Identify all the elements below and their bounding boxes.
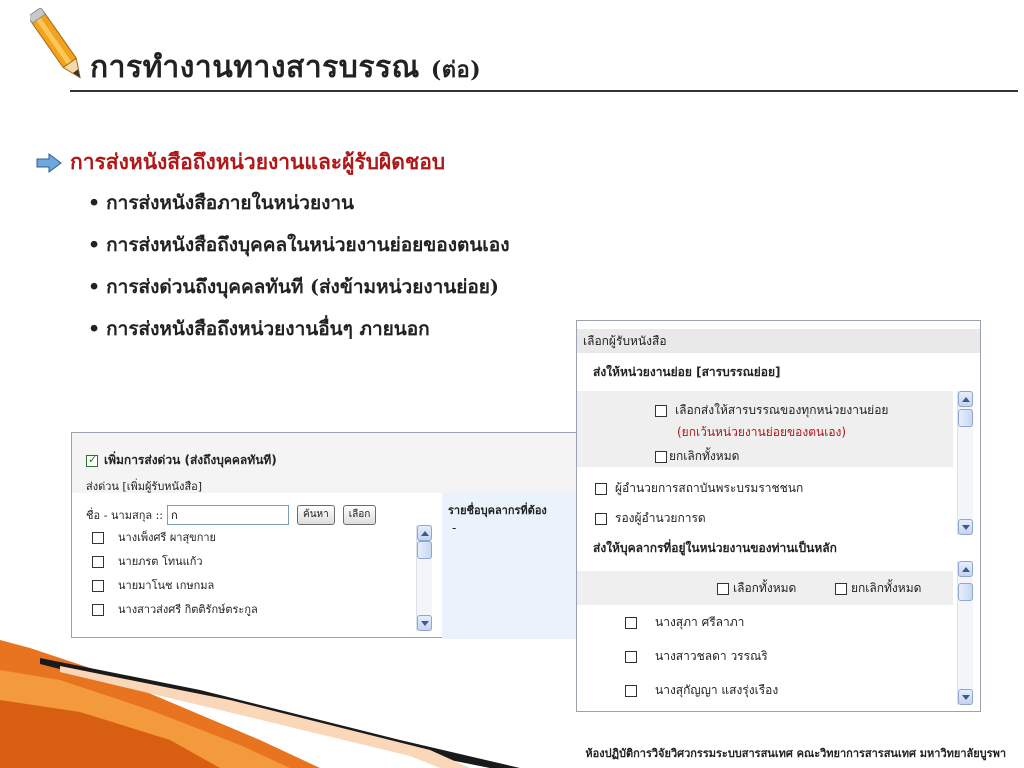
checkbox[interactable] bbox=[655, 405, 667, 417]
checkbox[interactable] bbox=[595, 513, 607, 525]
unit-item[interactable]: ผู้อำนวยการสถาบันพระบรมราชชนก bbox=[595, 479, 803, 498]
checkbox[interactable] bbox=[835, 583, 847, 595]
search-button[interactable]: ค้นหา bbox=[297, 505, 335, 525]
scroll-up-icon[interactable] bbox=[958, 561, 973, 577]
slide-title-sub: (ต่อ) bbox=[430, 57, 482, 83]
bullet-item: • การส่งด่วนถึงบุคคลทันที (ส่งข้ามหน่วยงานย่อย) bbox=[88, 276, 499, 298]
list-item[interactable]: นางสาวส่งศรี กิตติรักษ์ตระกูล bbox=[92, 601, 258, 625]
slide-footer: ห้องปฏิบัติการวิจัยวิศวกรรมระบบสารสนเทศ คณะวิทยาการสารสนเทศ มหาวิทยาลัยบูรพา bbox=[585, 747, 1006, 760]
checkbox[interactable] bbox=[92, 580, 104, 592]
scroll-up-icon[interactable] bbox=[417, 525, 432, 541]
checkbox[interactable] bbox=[595, 483, 607, 495]
list-item[interactable]: นายภรต โทนแก้ว bbox=[92, 553, 258, 577]
cancel-all-units-option[interactable]: ยกเลิกทั้งหมด bbox=[655, 447, 739, 466]
scroll-down-icon[interactable] bbox=[958, 519, 973, 535]
unit-item[interactable]: รองผู้อำนวยการด bbox=[595, 509, 706, 528]
staff-item[interactable]: นางสาวชลดา วรรณริ bbox=[625, 647, 768, 666]
staff-scrollbar[interactable] bbox=[957, 561, 973, 705]
arrow-right-icon bbox=[36, 153, 62, 173]
scroll-down-icon[interactable] bbox=[958, 689, 973, 705]
staff-item[interactable]: นางสุภา ศรีลาภา bbox=[625, 613, 744, 632]
name-search-label: ชื่อ - นามสกุล :: bbox=[86, 509, 164, 522]
name-search bbox=[86, 505, 376, 525]
checkbox[interactable] bbox=[625, 617, 637, 629]
heading-bullet bbox=[36, 146, 445, 179]
urgent-send-panel bbox=[71, 432, 591, 638]
recipient-panel bbox=[576, 320, 981, 712]
checkbox[interactable] bbox=[625, 685, 637, 697]
checkbox[interactable] bbox=[92, 556, 104, 568]
people-list bbox=[92, 529, 258, 625]
bullet-item: • การส่งหนังสือภายในหน่วยงาน bbox=[88, 192, 355, 214]
checkbox[interactable] bbox=[92, 604, 104, 616]
title-divider bbox=[70, 90, 1018, 92]
bullet-list bbox=[88, 186, 510, 354]
checkbox[interactable] bbox=[655, 451, 667, 463]
selected-people-value: - bbox=[452, 521, 457, 535]
select-all-units-note: (ยกเว้นหน่วยงานย่อยของตนเอง) bbox=[677, 425, 847, 439]
bullet-item: • การส่งหนังสือถึงหน่วยงานอื่นๆ ภายนอก bbox=[88, 318, 430, 340]
select-button[interactable]: เลือก bbox=[343, 505, 377, 525]
checkbox[interactable] bbox=[92, 532, 104, 544]
selected-people-label: รายชื่อบุคลากรที่ต้อง bbox=[448, 504, 547, 517]
decorative-swoosh bbox=[0, 640, 600, 768]
scroll-thumb[interactable] bbox=[417, 541, 432, 559]
list-item[interactable]: นางเพ็งศรี ผาสุขกาย bbox=[92, 529, 258, 553]
select-all-staff-option[interactable]: เลือกทั้งหมด bbox=[717, 579, 796, 598]
checkbox-checked-icon[interactable] bbox=[86, 455, 98, 467]
urgent-send-note: ส่งด่วน [เพิ่มผู้รับหนังสือ] bbox=[86, 480, 203, 493]
staff-item[interactable]: นางสุกัญญา แสงรุ่งเรือง bbox=[625, 681, 778, 700]
scroll-thumb[interactable] bbox=[958, 409, 973, 427]
recipient-panel-title: เลือกผู้รับหนังสือ bbox=[577, 329, 980, 353]
checkbox[interactable] bbox=[625, 651, 637, 663]
name-search-input[interactable] bbox=[167, 505, 289, 525]
cancel-all-staff-option[interactable]: ยกเลิกทั้งหมด bbox=[835, 579, 921, 598]
urgent-send-checkbox[interactable]: ✓เพิ่มการส่งด่วน (ส่งถึงบุคคลทันที) bbox=[86, 451, 277, 470]
scroll-down-icon[interactable] bbox=[417, 615, 432, 631]
section-subunits: ส่งให้หน่วยงานย่อย [สารบรรณย่อย] bbox=[593, 365, 781, 379]
scroll-thumb[interactable] bbox=[958, 583, 973, 601]
select-all-units-option[interactable]: เลือกส่งให้สารบรรณของทุกหน่วยงานย่อย bbox=[655, 401, 888, 420]
pencil-icon bbox=[30, 4, 90, 94]
slide-title: การทำงานทางสารบรรณ (ต่อ) bbox=[90, 50, 482, 85]
people-list-scrollbar[interactable] bbox=[416, 525, 432, 631]
checkbox[interactable] bbox=[717, 583, 729, 595]
scroll-up-icon[interactable] bbox=[958, 391, 973, 407]
bullet-item: • การส่งหนังสือถึงบุคคลในหน่วยงานย่อยของตนเอง bbox=[88, 234, 510, 256]
units-scrollbar[interactable] bbox=[957, 391, 973, 535]
list-item[interactable]: นายมาโนช เกษกมล bbox=[92, 577, 258, 601]
heading-text: การส่งหนังสือถึงหน่วยงานและผู้รับผิดชอบ bbox=[70, 149, 446, 174]
selected-people-pane bbox=[442, 493, 592, 639]
section-staff: ส่งให้บุคลากรที่อยู่ในหน่วยงานของท่านเป็นหลัก bbox=[593, 541, 837, 555]
